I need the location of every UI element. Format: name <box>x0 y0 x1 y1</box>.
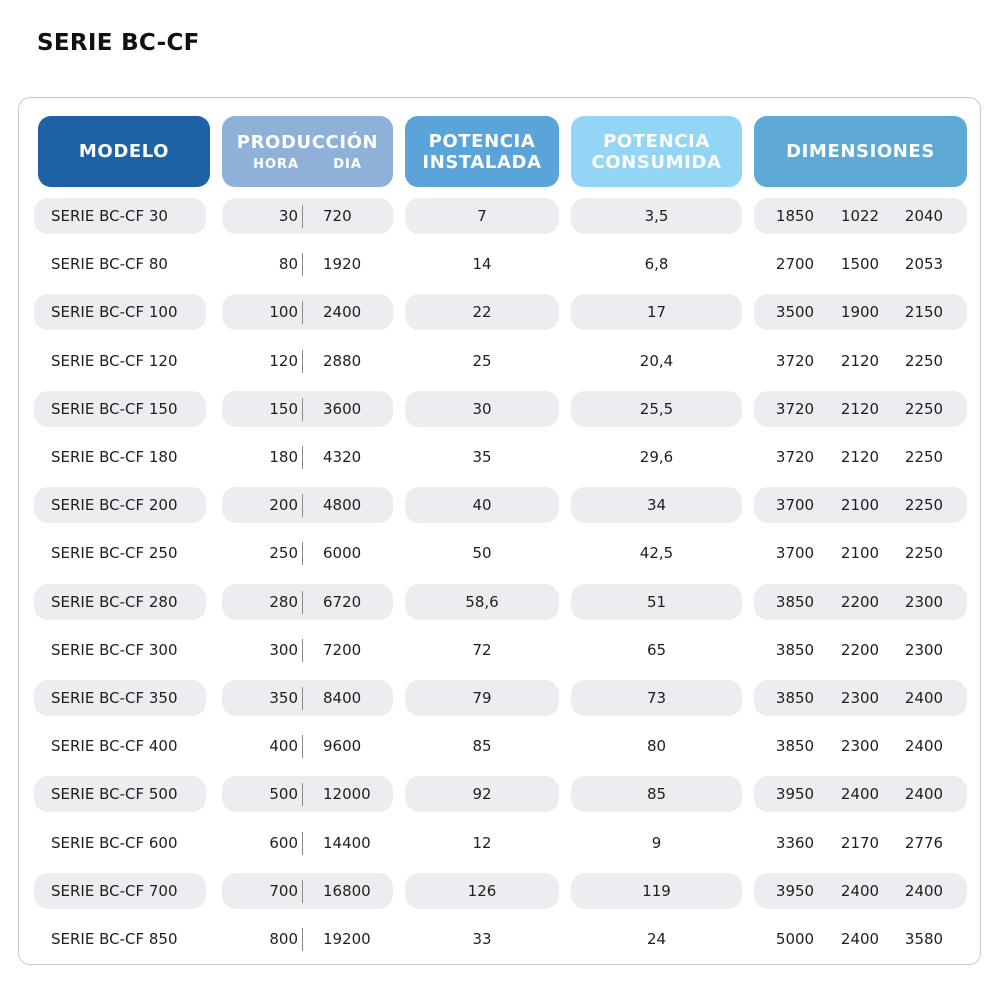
table-row <box>0 873 1000 909</box>
column-divider <box>302 301 303 324</box>
hora-value: 100 <box>269 303 298 321</box>
dimension-1-value: 2700 <box>775 255 815 273</box>
potencia-consumida-value: 42,5 <box>639 544 674 562</box>
cell-potencia-instalada <box>405 776 559 812</box>
cell-dimensiones <box>754 584 967 620</box>
cell-potencia-instalada <box>405 873 559 909</box>
cell-produccion <box>222 535 393 571</box>
dimension-1-value: 3950 <box>775 785 815 803</box>
cell-produccion <box>222 873 393 909</box>
cell-potencia-instalada <box>405 391 559 427</box>
column-divider <box>302 783 303 806</box>
potencia-instalada-value: 12 <box>472 834 492 852</box>
cell-potencia-instalada <box>405 921 559 957</box>
column-divider <box>302 591 303 614</box>
potencia-instalada-value: 92 <box>472 785 492 803</box>
potencia-instalada-value: 7 <box>477 207 487 225</box>
dimension-1-value: 3500 <box>775 303 815 321</box>
dimension-2-value: 2200 <box>840 641 880 659</box>
cell-produccion <box>222 776 393 812</box>
potencia-consumida-value: 25,5 <box>639 400 674 418</box>
column-divider <box>302 205 303 228</box>
dimension-2-value: 2200 <box>840 593 880 611</box>
dimension-3-value: 2250 <box>904 400 944 418</box>
cell-dimensiones <box>754 776 967 812</box>
column-divider <box>302 398 303 421</box>
cell-modelo <box>34 825 206 861</box>
dia-value: 8400 <box>323 689 362 707</box>
hora-value: 800 <box>269 930 298 948</box>
dimension-2-value: 2300 <box>840 737 880 755</box>
hora-value: 120 <box>269 352 298 370</box>
potencia-consumida-value: 51 <box>646 593 667 611</box>
modelo-text: SERIE BC-CF 200 <box>51 496 178 514</box>
dia-value: 7200 <box>323 641 362 659</box>
potencia-consumida-value: 73 <box>646 689 667 707</box>
dimension-1-value: 3720 <box>775 352 815 370</box>
cell-modelo <box>34 246 206 282</box>
potencia-instalada-value: 25 <box>472 352 492 370</box>
column-divider <box>302 880 303 903</box>
table-row <box>0 632 1000 668</box>
dimension-2-value: 2100 <box>840 544 880 562</box>
potencia-instalada-value: 126 <box>467 882 497 900</box>
potencia-instalada-value: 33 <box>472 930 492 948</box>
dimension-1-value: 3700 <box>775 544 815 562</box>
column-divider <box>302 687 303 710</box>
table-row <box>0 487 1000 523</box>
dimension-2-value: 2100 <box>840 496 880 514</box>
cell-potencia-consumida <box>571 535 742 571</box>
cell-potencia-instalada <box>405 825 559 861</box>
dimension-1-value: 3850 <box>775 593 815 611</box>
cell-potencia-consumida <box>571 439 742 475</box>
dimension-3-value: 3580 <box>904 930 944 948</box>
header-potencia-instalada <box>405 116 559 187</box>
cell-modelo <box>34 294 206 330</box>
cell-produccion <box>222 825 393 861</box>
potencia-consumida-value: 34 <box>646 496 667 514</box>
cell-potencia-consumida <box>571 584 742 620</box>
cell-dimensiones <box>754 294 967 330</box>
hora-value: 80 <box>278 255 298 273</box>
dimension-3-value: 2400 <box>904 882 944 900</box>
potencia-consumida-value: 9 <box>651 834 662 852</box>
dimension-3-value: 2250 <box>904 496 944 514</box>
hora-value: 200 <box>269 496 298 514</box>
cell-potencia-instalada <box>405 535 559 571</box>
cell-dimensiones <box>754 728 967 764</box>
cell-produccion <box>222 728 393 764</box>
hora-value: 180 <box>269 448 298 466</box>
hora-value: 500 <box>269 785 298 803</box>
modelo-text: SERIE BC-CF 80 <box>51 255 168 273</box>
potencia-consumida-value: 119 <box>642 882 671 900</box>
hora-value: 280 <box>269 593 298 611</box>
cell-produccion <box>222 921 393 957</box>
cell-potencia-consumida <box>571 246 742 282</box>
cell-produccion <box>222 439 393 475</box>
page-title: SERIE BC-CF <box>37 30 200 56</box>
potencia-instalada-value: 79 <box>472 689 492 707</box>
cell-potencia-instalada <box>405 728 559 764</box>
hora-value: 400 <box>269 737 298 755</box>
dimension-3-value: 2040 <box>904 207 944 225</box>
column-divider <box>302 446 303 469</box>
dimension-2-value: 2400 <box>840 882 880 900</box>
dia-value: 2880 <box>323 352 362 370</box>
cell-potencia-instalada <box>405 343 559 379</box>
hora-value: 30 <box>278 207 298 225</box>
column-divider <box>302 639 303 662</box>
dimension-3-value: 2400 <box>904 785 944 803</box>
cell-dimensiones <box>754 680 967 716</box>
cell-produccion <box>222 246 393 282</box>
modelo-text: SERIE BC-CF 280 <box>51 593 178 611</box>
cell-modelo <box>34 776 206 812</box>
potencia-instalada-value: 40 <box>472 496 492 514</box>
header-potencia-consumida-line1: POTENCIA <box>603 130 710 152</box>
modelo-text: SERIE BC-CF 150 <box>51 400 178 418</box>
cell-produccion <box>222 680 393 716</box>
cell-potencia-instalada <box>405 439 559 475</box>
cell-produccion <box>222 584 393 620</box>
table-row <box>0 825 1000 861</box>
dimension-2-value: 2120 <box>840 352 880 370</box>
dimension-3-value: 2300 <box>904 593 944 611</box>
dimension-3-value: 2300 <box>904 641 944 659</box>
column-divider <box>302 350 303 373</box>
cell-potencia-consumida <box>571 776 742 812</box>
header-potencia-consumida-line2: CONSUMIDA <box>591 151 722 173</box>
cell-modelo <box>34 728 206 764</box>
modelo-text: SERIE BC-CF 400 <box>51 737 178 755</box>
table-row <box>0 198 1000 234</box>
dia-value: 720 <box>323 207 352 225</box>
cell-potencia-consumida <box>571 487 742 523</box>
hora-value: 600 <box>269 834 298 852</box>
dimension-2-value: 2170 <box>840 834 880 852</box>
header-modelo <box>38 116 210 187</box>
cell-potencia-consumida <box>571 728 742 764</box>
cell-modelo <box>34 921 206 957</box>
dimension-3-value: 2776 <box>904 834 944 852</box>
dimension-2-value: 2300 <box>840 689 880 707</box>
cell-potencia-consumida <box>571 391 742 427</box>
dimension-3-value: 2250 <box>904 544 944 562</box>
cell-dimensiones <box>754 487 967 523</box>
cell-dimensiones <box>754 198 967 234</box>
dimension-1-value: 1850 <box>775 207 815 225</box>
table-row <box>0 921 1000 957</box>
header-dimensiones-label: DIMENSIONES <box>786 141 935 162</box>
dimension-3-value: 2400 <box>904 689 944 707</box>
dimension-2-value: 2120 <box>840 400 880 418</box>
cell-modelo <box>34 439 206 475</box>
cell-potencia-instalada <box>405 632 559 668</box>
cell-produccion <box>222 391 393 427</box>
potencia-instalada-value: 14 <box>472 255 492 273</box>
dimension-1-value: 3950 <box>775 882 815 900</box>
table-row <box>0 535 1000 571</box>
cell-dimensiones <box>754 343 967 379</box>
dia-value: 4800 <box>323 496 362 514</box>
header-potencia-instalada-line1: POTENCIA <box>428 130 536 152</box>
hora-value: 300 <box>269 641 298 659</box>
modelo-text: SERIE BC-CF 850 <box>51 930 178 948</box>
cell-dimensiones <box>754 439 967 475</box>
potencia-consumida-value: 80 <box>646 737 667 755</box>
cell-dimensiones <box>754 825 967 861</box>
cell-dimensiones <box>754 246 967 282</box>
header-dia-label: DIA <box>333 156 362 172</box>
dimension-1-value: 3850 <box>775 641 815 659</box>
modelo-text: SERIE BC-CF 250 <box>51 544 178 562</box>
modelo-text: SERIE BC-CF 350 <box>51 689 178 707</box>
potencia-instalada-value: 58,6 <box>465 593 499 611</box>
dia-value: 3600 <box>323 400 362 418</box>
table-row <box>0 728 1000 764</box>
cell-potencia-consumida <box>571 632 742 668</box>
hora-value: 150 <box>269 400 298 418</box>
table-row <box>0 391 1000 427</box>
dia-value: 6000 <box>323 544 362 562</box>
potencia-instalada-value: 85 <box>472 737 492 755</box>
potencia-consumida-value: 85 <box>646 785 667 803</box>
modelo-text: SERIE BC-CF 600 <box>51 834 178 852</box>
potencia-instalada-value: 50 <box>472 544 492 562</box>
dimension-2-value: 1022 <box>840 207 880 225</box>
dimension-3-value: 2150 <box>904 303 944 321</box>
potencia-consumida-value: 29,6 <box>639 448 674 466</box>
hora-value: 700 <box>269 882 298 900</box>
cell-potencia-consumida <box>571 873 742 909</box>
cell-modelo <box>34 535 206 571</box>
cell-dimensiones <box>754 632 967 668</box>
header-produccion <box>222 116 393 187</box>
table-row <box>0 680 1000 716</box>
potencia-instalada-value: 35 <box>472 448 492 466</box>
cell-potencia-instalada <box>405 584 559 620</box>
modelo-text: SERIE BC-CF 100 <box>51 303 178 321</box>
column-divider <box>302 494 303 517</box>
dimension-1-value: 3720 <box>775 448 815 466</box>
column-divider <box>302 928 303 951</box>
dimension-3-value: 2250 <box>904 448 944 466</box>
header-potencia-consumida <box>571 116 742 187</box>
table-row <box>0 776 1000 812</box>
dia-value: 9600 <box>323 737 362 755</box>
potencia-consumida-value: 65 <box>646 641 667 659</box>
cell-potencia-consumida <box>571 343 742 379</box>
dimension-2-value: 1900 <box>840 303 880 321</box>
table-row <box>0 584 1000 620</box>
dimension-1-value: 3360 <box>775 834 815 852</box>
cell-potencia-consumida <box>571 921 742 957</box>
cell-modelo <box>34 584 206 620</box>
cell-potencia-instalada <box>405 680 559 716</box>
table-row <box>0 343 1000 379</box>
hora-value: 350 <box>269 689 298 707</box>
dia-value: 14400 <box>323 834 371 852</box>
cell-modelo <box>34 343 206 379</box>
potencia-instalada-value: 30 <box>472 400 492 418</box>
cell-modelo <box>34 873 206 909</box>
hora-value: 250 <box>269 544 298 562</box>
potencia-consumida-value: 24 <box>646 930 667 948</box>
header-hora-label: HORA <box>253 156 300 172</box>
modelo-text: SERIE BC-CF 180 <box>51 448 178 466</box>
header-dimensiones <box>754 116 967 187</box>
dimension-3-value: 2400 <box>904 737 944 755</box>
header-potencia-instalada-line2: INSTALADA <box>422 151 542 173</box>
dimension-3-value: 2250 <box>904 352 944 370</box>
dia-value: 4320 <box>323 448 362 466</box>
table-row <box>0 294 1000 330</box>
potencia-consumida-value: 6,8 <box>644 255 669 273</box>
potencia-consumida-value: 3,5 <box>644 207 669 225</box>
cell-modelo <box>34 391 206 427</box>
potencia-consumida-value: 20,4 <box>639 352 674 370</box>
potencia-instalada-value: 72 <box>472 641 492 659</box>
cell-potencia-consumida <box>571 294 742 330</box>
cell-potencia-consumida <box>571 198 742 234</box>
column-divider <box>302 253 303 276</box>
cell-potencia-consumida <box>571 680 742 716</box>
cell-potencia-instalada <box>405 294 559 330</box>
cell-potencia-instalada <box>405 487 559 523</box>
cell-dimensiones <box>754 921 967 957</box>
cell-modelo <box>34 198 206 234</box>
modelo-text: SERIE BC-CF 120 <box>51 352 178 370</box>
cell-produccion <box>222 632 393 668</box>
modelo-text: SERIE BC-CF 30 <box>51 207 168 225</box>
dimension-1-value: 3850 <box>775 737 815 755</box>
cell-produccion <box>222 487 393 523</box>
cell-potencia-consumida <box>571 825 742 861</box>
dimension-1-value: 3700 <box>775 496 815 514</box>
cell-dimensiones <box>754 535 967 571</box>
header-modelo-label: MODELO <box>78 141 170 162</box>
modelo-text: SERIE BC-CF 700 <box>51 882 178 900</box>
column-divider <box>302 542 303 565</box>
cell-potencia-instalada <box>405 198 559 234</box>
modelo-text: SERIE BC-CF 500 <box>51 785 178 803</box>
cell-modelo <box>34 680 206 716</box>
potencia-consumida-value: 17 <box>646 303 667 321</box>
cell-modelo <box>34 632 206 668</box>
dimension-2-value: 2120 <box>840 448 880 466</box>
dia-value: 1920 <box>323 255 362 273</box>
cell-dimensiones <box>754 391 967 427</box>
cell-potencia-instalada <box>405 246 559 282</box>
potencia-instalada-value: 22 <box>472 303 492 321</box>
cell-modelo <box>34 487 206 523</box>
modelo-text: SERIE BC-CF 300 <box>51 641 178 659</box>
cell-produccion <box>222 198 393 234</box>
table-row <box>0 439 1000 475</box>
dimension-1-value: 3850 <box>775 689 815 707</box>
dimension-1-value: 3720 <box>775 400 815 418</box>
dimension-2-value: 1500 <box>840 255 880 273</box>
dimension-2-value: 2400 <box>840 785 880 803</box>
dimension-2-value: 2400 <box>840 930 880 948</box>
dia-value: 2400 <box>323 303 362 321</box>
dia-value: 16800 <box>323 882 371 900</box>
cell-produccion <box>222 294 393 330</box>
header-produccion-label: PRODUCCIÓN <box>236 131 379 153</box>
dimension-3-value: 2053 <box>904 255 944 273</box>
column-divider <box>302 735 303 758</box>
column-divider <box>302 832 303 855</box>
table-row <box>0 246 1000 282</box>
dia-value: 6720 <box>323 593 362 611</box>
dia-value: 12000 <box>323 785 371 803</box>
cell-produccion <box>222 343 393 379</box>
dimension-1-value: 5000 <box>775 930 815 948</box>
dia-value: 19200 <box>323 930 371 948</box>
cell-dimensiones <box>754 873 967 909</box>
